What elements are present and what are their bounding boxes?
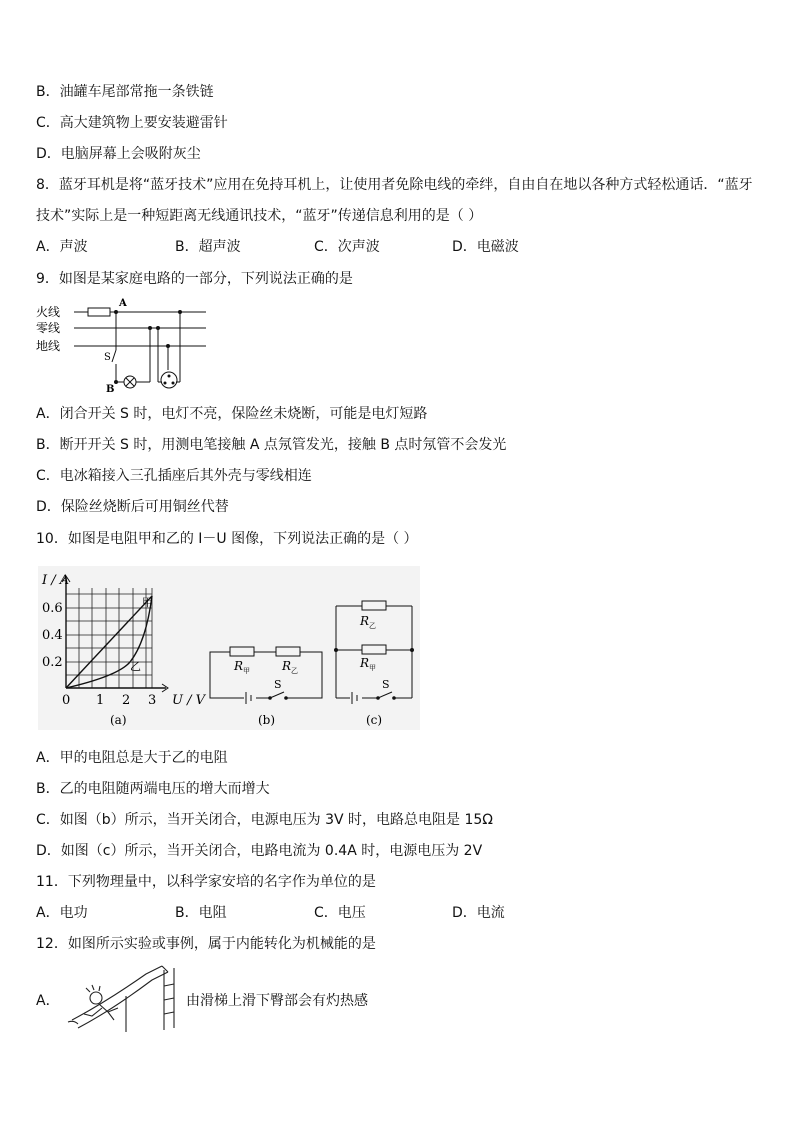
q8-stem-line1: 8．蓝牙耳机是将“蓝牙技术”应用在免持耳机上，让使用者免除电线的牵绊，自由自在地以各种方式轻松通话．“蓝牙 — [36, 177, 753, 193]
caption-a: (a) — [110, 713, 127, 727]
q8-stem-line2: 技术”实际上是一种短距离无线通讯技术，“蓝牙”传递信息利用的是（ ） — [36, 208, 483, 224]
q12-option-a-text: 由滑梯上滑下臀部会有灼热感 — [186, 993, 368, 1009]
c-r-jia-sub: 甲 — [369, 664, 376, 672]
q12-option-a-label: A． — [36, 993, 60, 1009]
c-r-jia: R — [360, 656, 370, 670]
b-switch-label: S — [274, 678, 282, 691]
q11-option-c: C．电压 — [314, 905, 366, 921]
curve-jia-label: 甲 — [142, 596, 153, 609]
q11-option-b: B．电阻 — [175, 905, 227, 921]
q9-option-c: C．电冰箱接入三孔插座后其外壳与零线相连 — [36, 468, 312, 484]
y-tick-06: 0.6 — [42, 601, 63, 616]
b-r-yi: R — [282, 659, 292, 673]
x-tick-0: 0 — [62, 693, 71, 708]
c-r-yi: R — [360, 614, 370, 628]
switch-s-label: S — [104, 352, 111, 363]
q12-stem: 12．如图所示实验或事例，属于内能转化为机械能的是 — [36, 936, 376, 952]
q11-option-a: A．电功 — [36, 905, 88, 921]
x-tick-2: 2 — [122, 693, 131, 708]
q8-option-c: C．次声波 — [314, 239, 380, 255]
q10-option-d: D．如图（c）所示，当开关闭合，电路电流为 0.4A 时，电源电压为 2V — [36, 843, 483, 859]
b-r-yi-sub: 乙 — [291, 667, 298, 675]
curve-yi-label: 乙 — [130, 660, 141, 673]
q9-circuit-figure — [36, 298, 216, 394]
y-tick-04: 0.4 — [42, 628, 63, 643]
live-wire-label: 火线 — [36, 305, 61, 319]
q10-option-c: C．如图（b）所示，当开关闭合，电源电压为 3V 时，电路总电阻是 15Ω — [36, 812, 494, 828]
x-axis-label: U / V — [172, 693, 205, 708]
q7-option-d: D．电脑屏幕上会吸附灰尘 — [36, 146, 201, 162]
c-switch-label: S — [382, 678, 390, 691]
q11-stem: 11．下列物理量中，以科学家安培的名字作为单位的是 — [36, 874, 376, 890]
x-tick-1: 1 — [96, 693, 105, 708]
q7-option-b: B．油罐车尾部常拖一条铁链 — [36, 84, 214, 100]
x-tick-3: 3 — [148, 693, 157, 708]
point-a-label: A — [119, 298, 127, 309]
q10-option-a: A．甲的电阻总是大于乙的电阻 — [36, 750, 228, 766]
neutral-wire-label: 零线 — [36, 321, 61, 335]
caption-b: (b) — [258, 713, 276, 727]
q9-option-d: D．保险丝烧断后可用铜丝代替 — [36, 499, 229, 515]
q10-figure — [38, 566, 420, 730]
b-r-jia-sub: 甲 — [243, 667, 250, 675]
q9-option-b: B．断开开关 S 时，用测电笔接触 A 点氖管发光，接触 B 点时氖管不会发光 — [36, 437, 507, 453]
y-tick-02: 0.2 — [42, 655, 63, 670]
q8-option-d: D．电磁波 — [452, 239, 519, 255]
series-circuit — [210, 647, 322, 727]
caption-c: (c) — [366, 713, 383, 727]
q9-stem: 9．如图是某家庭电路的一部分，下列说法正确的是 — [36, 271, 353, 287]
q7-option-c: C．高大建筑物上要安装避雷针 — [36, 115, 228, 131]
slide-illustration — [66, 962, 182, 1034]
q8-option-b: B．超声波 — [175, 239, 241, 255]
ground-wire-label: 地线 — [36, 339, 61, 353]
iu-graph — [41, 573, 207, 727]
y-axis-label: I / A — [42, 573, 70, 588]
q10-option-b: B．乙的电阻随两端电压的增大而增大 — [36, 781, 270, 797]
parallel-circuit — [334, 601, 414, 727]
q11-option-d: D．电流 — [452, 905, 505, 921]
q9-option-a: A．闭合开关 S 时，电灯不亮，保险丝未烧断，可能是电灯短路 — [36, 406, 428, 422]
b-r-jia: R — [234, 659, 244, 673]
q8-option-a: A．声波 — [36, 239, 88, 255]
q10-stem: 10．如图是电阻甲和乙的 I－U 图像，下列说法正确的是（ ） — [36, 531, 418, 547]
c-r-yi-sub: 乙 — [369, 622, 376, 630]
point-b-label: B — [106, 384, 115, 394]
